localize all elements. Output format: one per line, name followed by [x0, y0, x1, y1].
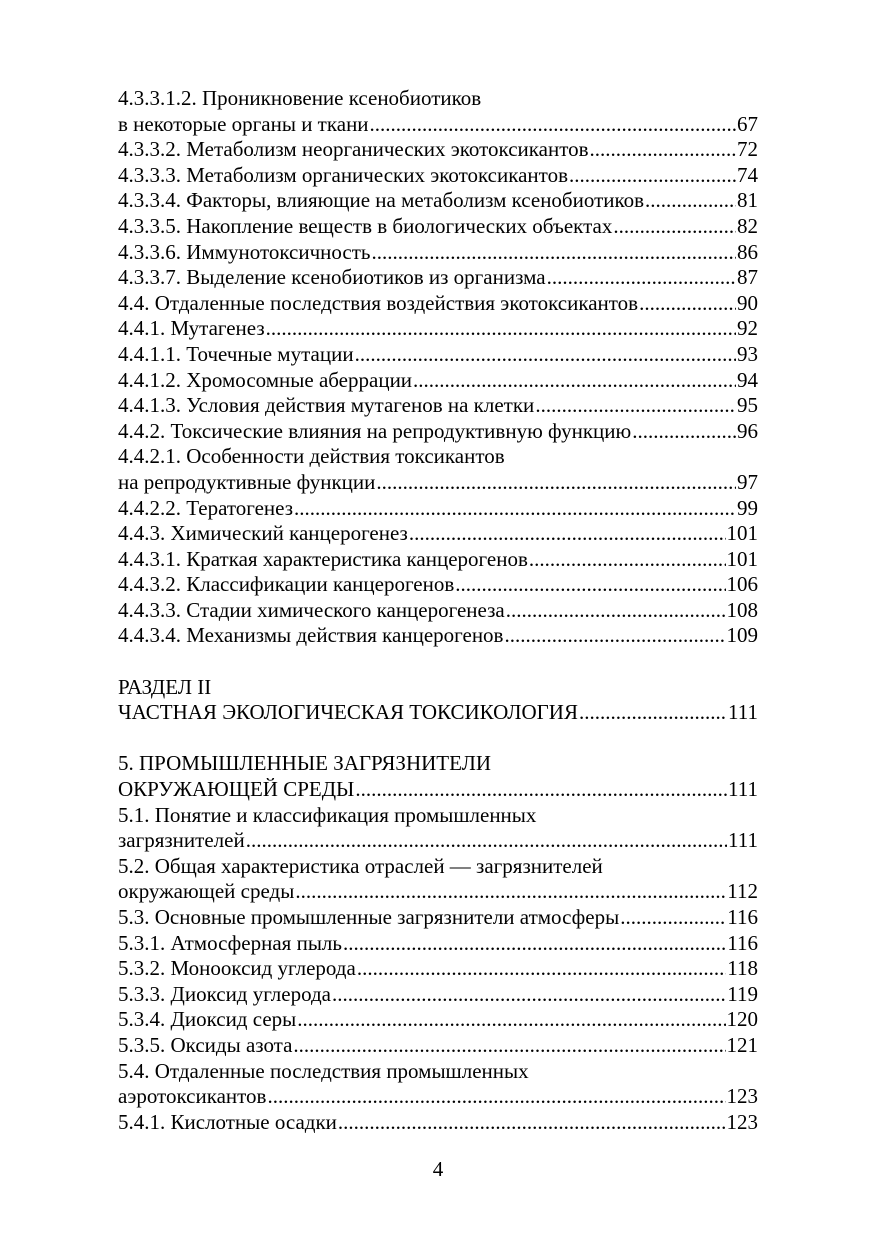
dot-leader	[639, 291, 736, 317]
toc-entry	[118, 982, 758, 1008]
toc-entry	[118, 240, 758, 266]
toc-heading-line	[118, 86, 758, 112]
toc-entry	[118, 214, 758, 240]
toc-entry-title: 4.4.1.1. Точечные мутации	[118, 341, 354, 366]
toc-entry-page: 120	[726, 1007, 758, 1032]
section-spacer	[118, 649, 758, 675]
toc-entry-title: 4.4.3.3. Стадии химического канцерогенеза	[118, 597, 505, 622]
toc-entry-page: 116	[727, 930, 758, 955]
toc-heading-line	[118, 854, 758, 880]
toc-entry	[118, 777, 758, 803]
toc-entry-page: 111	[728, 828, 758, 853]
toc-entry	[118, 931, 758, 957]
dot-leader	[506, 598, 726, 624]
toc-entry-title: в некоторые органы и ткани	[118, 111, 369, 136]
toc-entry-title: 5.1. Понятие и классификация промышленных	[118, 802, 537, 827]
toc-entry	[118, 368, 758, 394]
dot-leader	[293, 1033, 725, 1059]
toc-entry-page: 108	[726, 597, 758, 622]
toc-entry-title: ОКРУЖАЮЩЕЙ СРЕДЫ	[118, 777, 355, 802]
dot-leader	[294, 496, 736, 522]
toc-entry-title: 4.4.3.1. Краткая характеристика канцерогенов	[118, 546, 528, 571]
dot-leader	[504, 623, 725, 649]
dot-leader	[297, 1007, 725, 1033]
toc-entry-title: 4.4.2.1. Особенности действия токсикантов	[118, 444, 505, 469]
table-of-contents	[118, 86, 758, 1135]
toc-entry-page: 72	[737, 137, 758, 162]
toc-entry-title: 4.4.2.2. Тератогенез	[118, 495, 294, 520]
toc-entry	[118, 470, 758, 496]
toc-entry-title: 4.4.1.3. Условия действия мутагенов на клетки	[118, 393, 535, 418]
toc-entry-page: 119	[727, 981, 758, 1006]
toc-entry	[118, 393, 758, 419]
toc-entry-page: 86	[737, 239, 758, 264]
toc-entry-page: 95	[737, 393, 758, 418]
toc-entry-title: 4.3.3.1.2. Проникновение ксенобиотиков	[118, 86, 482, 110]
toc-entry-title: 5.3. Основные промышленные загрязнители атмосферы	[118, 905, 620, 929]
toc-entry-page: 94	[737, 367, 758, 392]
dot-leader	[613, 214, 736, 240]
toc-entry-title: 4.4.2. Токсические влияния на репродуктивную функцию	[118, 418, 632, 443]
toc-entry-page: 116	[727, 905, 758, 929]
dot-leader	[413, 368, 736, 394]
toc-entry	[118, 342, 758, 368]
toc-entry-page: 109	[726, 623, 758, 648]
toc-entry-page: 101	[726, 521, 758, 546]
dot-leader	[295, 879, 726, 905]
toc-entry-title: 4.3.3.6. Иммунотоксичность	[118, 239, 371, 264]
dot-leader	[632, 419, 736, 445]
dot-leader	[409, 521, 726, 547]
toc-entry	[118, 265, 758, 291]
toc-entry	[118, 1110, 758, 1136]
dot-leader	[246, 828, 727, 854]
toc-entry-page: 74	[737, 162, 758, 187]
toc-entry	[118, 419, 758, 445]
toc-entry-title: 5.3.2. Монооксид углерода	[118, 956, 356, 981]
toc-entry-title: 5. ПРОМЫШЛЕННЫЕ ЗАГРЯЗНИТЕЛИ	[118, 751, 492, 776]
dot-leader	[529, 547, 726, 573]
toc-entry-title: 4.4.1. Мутагенез	[118, 316, 265, 341]
toc-entry-page: 111	[728, 777, 758, 802]
toc-entry	[118, 828, 758, 854]
toc-entry-page: 90	[737, 290, 758, 315]
toc-entry	[118, 547, 758, 573]
toc-entry	[118, 112, 758, 138]
toc-entry-page: 106	[726, 572, 758, 597]
toc-entry-title: 5.3.3. Диоксид углерода	[118, 981, 331, 1006]
toc-entry-page: 111	[728, 700, 758, 725]
dot-leader	[370, 112, 736, 138]
toc-heading-line	[118, 803, 758, 829]
toc-entry-page: 67	[737, 111, 758, 136]
toc-entry	[118, 137, 758, 163]
toc-entry	[118, 905, 758, 931]
toc-entry	[118, 598, 758, 624]
toc-entry	[118, 163, 758, 189]
toc-entry-title: 4.4. Отдаленные последствия воздействия экотоксикантов	[118, 290, 639, 315]
dot-leader	[267, 1084, 725, 1110]
toc-entry-title: 4.3.3.3. Метаболизм органических экотоксикантов	[118, 162, 568, 187]
toc-entry-page: 123	[726, 1084, 758, 1109]
dot-leader	[620, 905, 726, 931]
toc-entry-title: 5.4. Отдаленные последствия промышленных	[118, 1058, 529, 1083]
dot-leader	[455, 572, 725, 598]
toc-entry	[118, 1033, 758, 1059]
toc-entry-page: 93	[737, 341, 758, 366]
toc-entry	[118, 521, 758, 547]
toc-heading-line	[118, 675, 758, 701]
toc-entry-page: 99	[737, 495, 758, 520]
dot-leader	[355, 777, 727, 803]
toc-entry	[118, 956, 758, 982]
toc-entry-page: 118	[727, 956, 758, 981]
toc-entry-title: 5.3.1. Атмосферная пыль	[118, 930, 342, 955]
toc-heading-line	[118, 751, 758, 777]
dot-leader	[266, 316, 736, 342]
toc-entry-page: 82	[737, 213, 758, 238]
toc-entry	[118, 1007, 758, 1033]
toc-entry-page: 101	[726, 546, 758, 571]
toc-entry-title: 5.3.4. Диоксид серы	[118, 1007, 297, 1032]
toc-heading-line	[118, 444, 758, 470]
dot-leader	[338, 1110, 726, 1136]
dot-leader	[547, 265, 736, 291]
toc-entry-title: 4.3.3.7. Выделение ксенобиотиков из организма	[118, 265, 546, 290]
toc-entry-title: ЧАСТНАЯ ЭКОЛОГИЧЕСКАЯ ТОКСИКОЛОГИЯ	[118, 700, 578, 725]
page-number: 4	[432, 1157, 444, 1181]
toc-entry-title: 4.3.3.2. Метаболизм неорганических экотоксикантов	[118, 137, 589, 162]
toc-entry-title: 5.2. Общая характеристика отраслей — загрязнителей	[118, 853, 603, 878]
toc-entry-title: 5.3.5. Оксиды азота	[118, 1032, 293, 1057]
toc-entry-title: 4.4.1.2. Хромосомные аберрации	[118, 367, 413, 392]
dot-leader	[579, 700, 727, 726]
toc-entry-page: 121	[726, 1032, 758, 1057]
toc-entry-title: 4.3.3.4. Факторы, влияющие на метаболизм ксенобиотиков	[118, 188, 645, 213]
toc-entry-title: 4.4.3. Химический канцерогенез	[118, 521, 408, 546]
toc-entry	[118, 700, 758, 726]
dot-leader	[372, 240, 737, 266]
toc-entry	[118, 572, 758, 598]
section-spacer	[118, 726, 758, 752]
dot-leader	[535, 393, 736, 419]
toc-entry	[118, 291, 758, 317]
toc-entry	[118, 496, 758, 522]
dot-leader	[590, 137, 736, 163]
toc-entry	[118, 316, 758, 342]
toc-heading-line	[118, 1059, 758, 1085]
toc-entry-page: 123	[726, 1109, 758, 1134]
toc-entry-page: 92	[737, 316, 758, 341]
dot-leader	[569, 163, 736, 189]
toc-entry-page: 112	[727, 879, 758, 904]
toc-entry	[118, 188, 758, 214]
toc-entry-title: 5.4.1. Кислотные осадки	[118, 1109, 337, 1134]
toc-entry-title: аэротоксикантов	[118, 1084, 267, 1109]
toc-entry	[118, 1084, 758, 1110]
toc-entry-title: окружающей среды	[118, 879, 295, 904]
toc-entry-title: 4.3.3.5. Накопление веществ в биологических объектах	[118, 213, 613, 238]
toc-entry-title: 4.4.3.2. Классификации канцерогенов	[118, 572, 455, 597]
toc-entry-title: на репродуктивные функции	[118, 469, 376, 494]
toc-entry-page: 87	[737, 265, 758, 290]
dot-leader	[376, 470, 736, 496]
toc-entry-page: 96	[737, 418, 758, 443]
dot-leader	[357, 956, 726, 982]
toc-entry-page: 81	[737, 188, 758, 213]
dot-leader	[332, 982, 726, 1008]
dot-leader	[355, 342, 736, 368]
toc-entry-page: 97	[737, 469, 758, 494]
toc-entry	[118, 879, 758, 905]
toc-entry-title: загрязнителей	[118, 828, 245, 853]
toc-entry-title: 4.4.3.4. Механизмы действия канцерогенов	[118, 623, 504, 648]
toc-entry	[118, 623, 758, 649]
dot-leader	[645, 188, 736, 214]
toc-entry-title: РАЗДЕЛ II	[118, 674, 212, 699]
dot-leader	[343, 931, 726, 957]
